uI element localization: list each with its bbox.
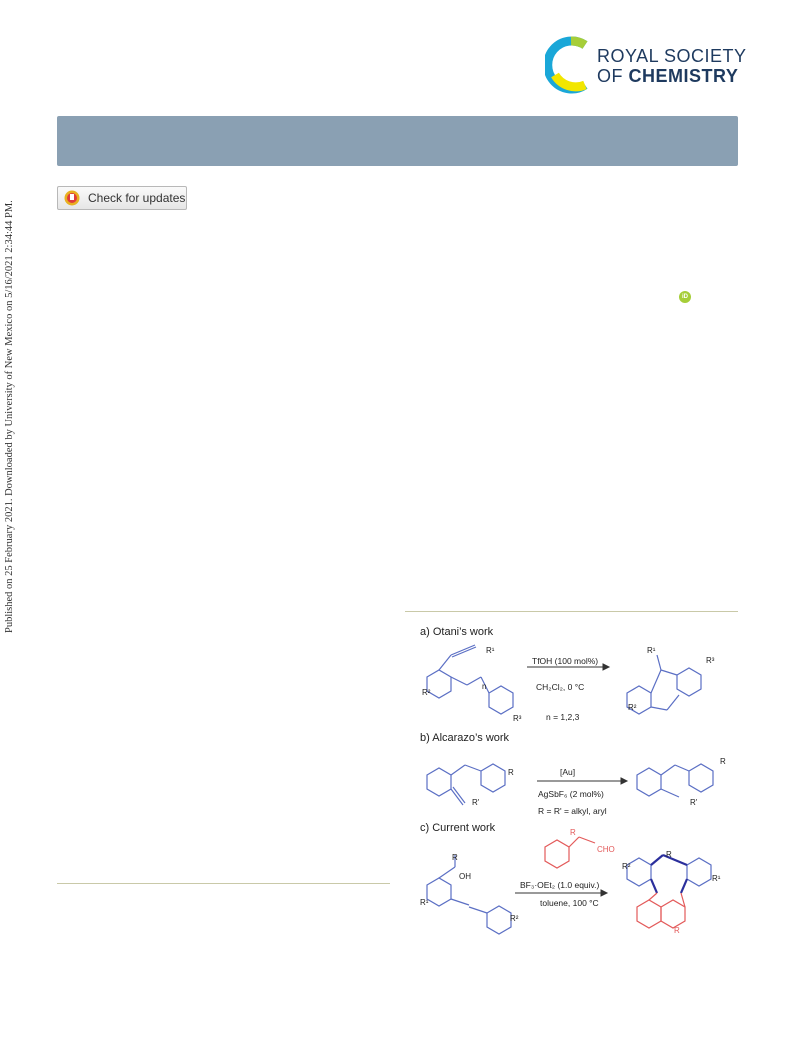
scheme-b-additive: AgSbF₆ (2 mol%): [538, 789, 604, 799]
scheme-a-prod-r1: R¹: [647, 646, 656, 655]
scheme-c-prod-r2: R²: [622, 862, 631, 871]
scheme-c-product-ring1: [627, 858, 651, 886]
scheme-c-prod-red-r: R: [674, 926, 680, 935]
orcid-icon[interactable]: iD: [679, 291, 691, 303]
scheme-c-r1: R¹: [420, 898, 429, 907]
scheme-a-reactant-ring2: [489, 686, 513, 714]
scheme-a-r2: R²: [422, 688, 431, 697]
scheme-c-reactant-ring2: [487, 906, 511, 934]
scheme-a-solvent: CH₂Cl₂, 0 °C: [536, 682, 585, 692]
scheme-c-aldehyde-r: R: [570, 828, 576, 837]
scheme-a-r3: R³: [513, 714, 522, 723]
check-for-updates-button[interactable]: [57, 186, 187, 210]
scheme-b-rprime: R': [472, 798, 480, 807]
logo-line1: ROYAL SOCIETY: [597, 46, 747, 66]
scheme-b-label: b) Alcarazo’s work: [420, 732, 510, 744]
scheme-b-reactant-ring1: [427, 768, 451, 796]
scheme-c-conditions: toluene, 100 °C: [540, 898, 599, 908]
crossmark-icon: [64, 190, 80, 206]
scheme-a-n-sub: n: [482, 682, 487, 691]
scheme-c-oh: OH: [459, 872, 471, 881]
scheme-c-reactant-ring1: [427, 878, 451, 906]
publication-side-note: Published on 25 February 2021. Downloaded by University of New Mexico on 5/16/2021 2:34:44 PM.: [4, 200, 15, 633]
scheme-a-prod-r3: R³: [706, 656, 715, 665]
scheme-c-aldehyde-cho: CHO: [597, 845, 615, 854]
scheme-b-prod-r: R: [720, 757, 726, 766]
scheme-b-product-ring1: [637, 768, 661, 796]
rsc-logo-text: [597, 46, 747, 86]
scheme-b-r: R: [508, 768, 514, 777]
scheme-b-reactant-ring2: [481, 764, 505, 792]
scheme-a-n: n = 1,2,3: [546, 712, 580, 722]
scheme-c-product-ring2: [687, 858, 711, 886]
scheme-b-catalyst: [Au]: [560, 767, 576, 777]
check-for-updates-label: Check for updates: [88, 191, 186, 205]
scheme-b-product-ring2: [689, 764, 713, 792]
scheme-a-label: a) Otani’s work: [420, 626, 494, 638]
scheme-c-r2: R²: [510, 914, 519, 923]
logo-line2: [597, 66, 747, 86]
scheme-c-label: c) Current work: [420, 822, 496, 834]
scheme-c-reagent: BF₃·OEt₂ (1.0 equiv.): [520, 880, 600, 890]
scheme-c-product-red-ring1: [637, 900, 661, 928]
scheme-c-prod-r: R: [666, 850, 672, 859]
scheme-a-reactant-ring1: [427, 670, 451, 698]
scheme-a-prod-r2: R²: [628, 703, 637, 712]
scheme-c-aldehyde-ring: [545, 840, 569, 868]
logo-line2-prefix: OF: [597, 66, 629, 86]
scheme-a-r1: R¹: [486, 646, 495, 655]
scheme-c-r: R: [452, 853, 458, 862]
scheme-a-reagent: TfOH (100 mol%): [532, 656, 599, 666]
rsc-logo-mark: [545, 35, 597, 95]
divider-left: [57, 883, 390, 884]
logo-line2-bold: CHEMISTRY: [628, 66, 739, 86]
scheme-b-r-definition: R = R' = alkyl, aryl: [538, 806, 607, 816]
divider-right: [405, 611, 738, 612]
rsc-logo: [545, 35, 745, 95]
scheme-a-product-ring2: [677, 668, 701, 696]
scheme-c-product-red-ring2: [661, 900, 685, 928]
header-banner: [57, 116, 738, 166]
scheme-b-prod-rprime: R': [690, 798, 698, 807]
scheme-c-prod-r1: R¹: [712, 874, 721, 883]
